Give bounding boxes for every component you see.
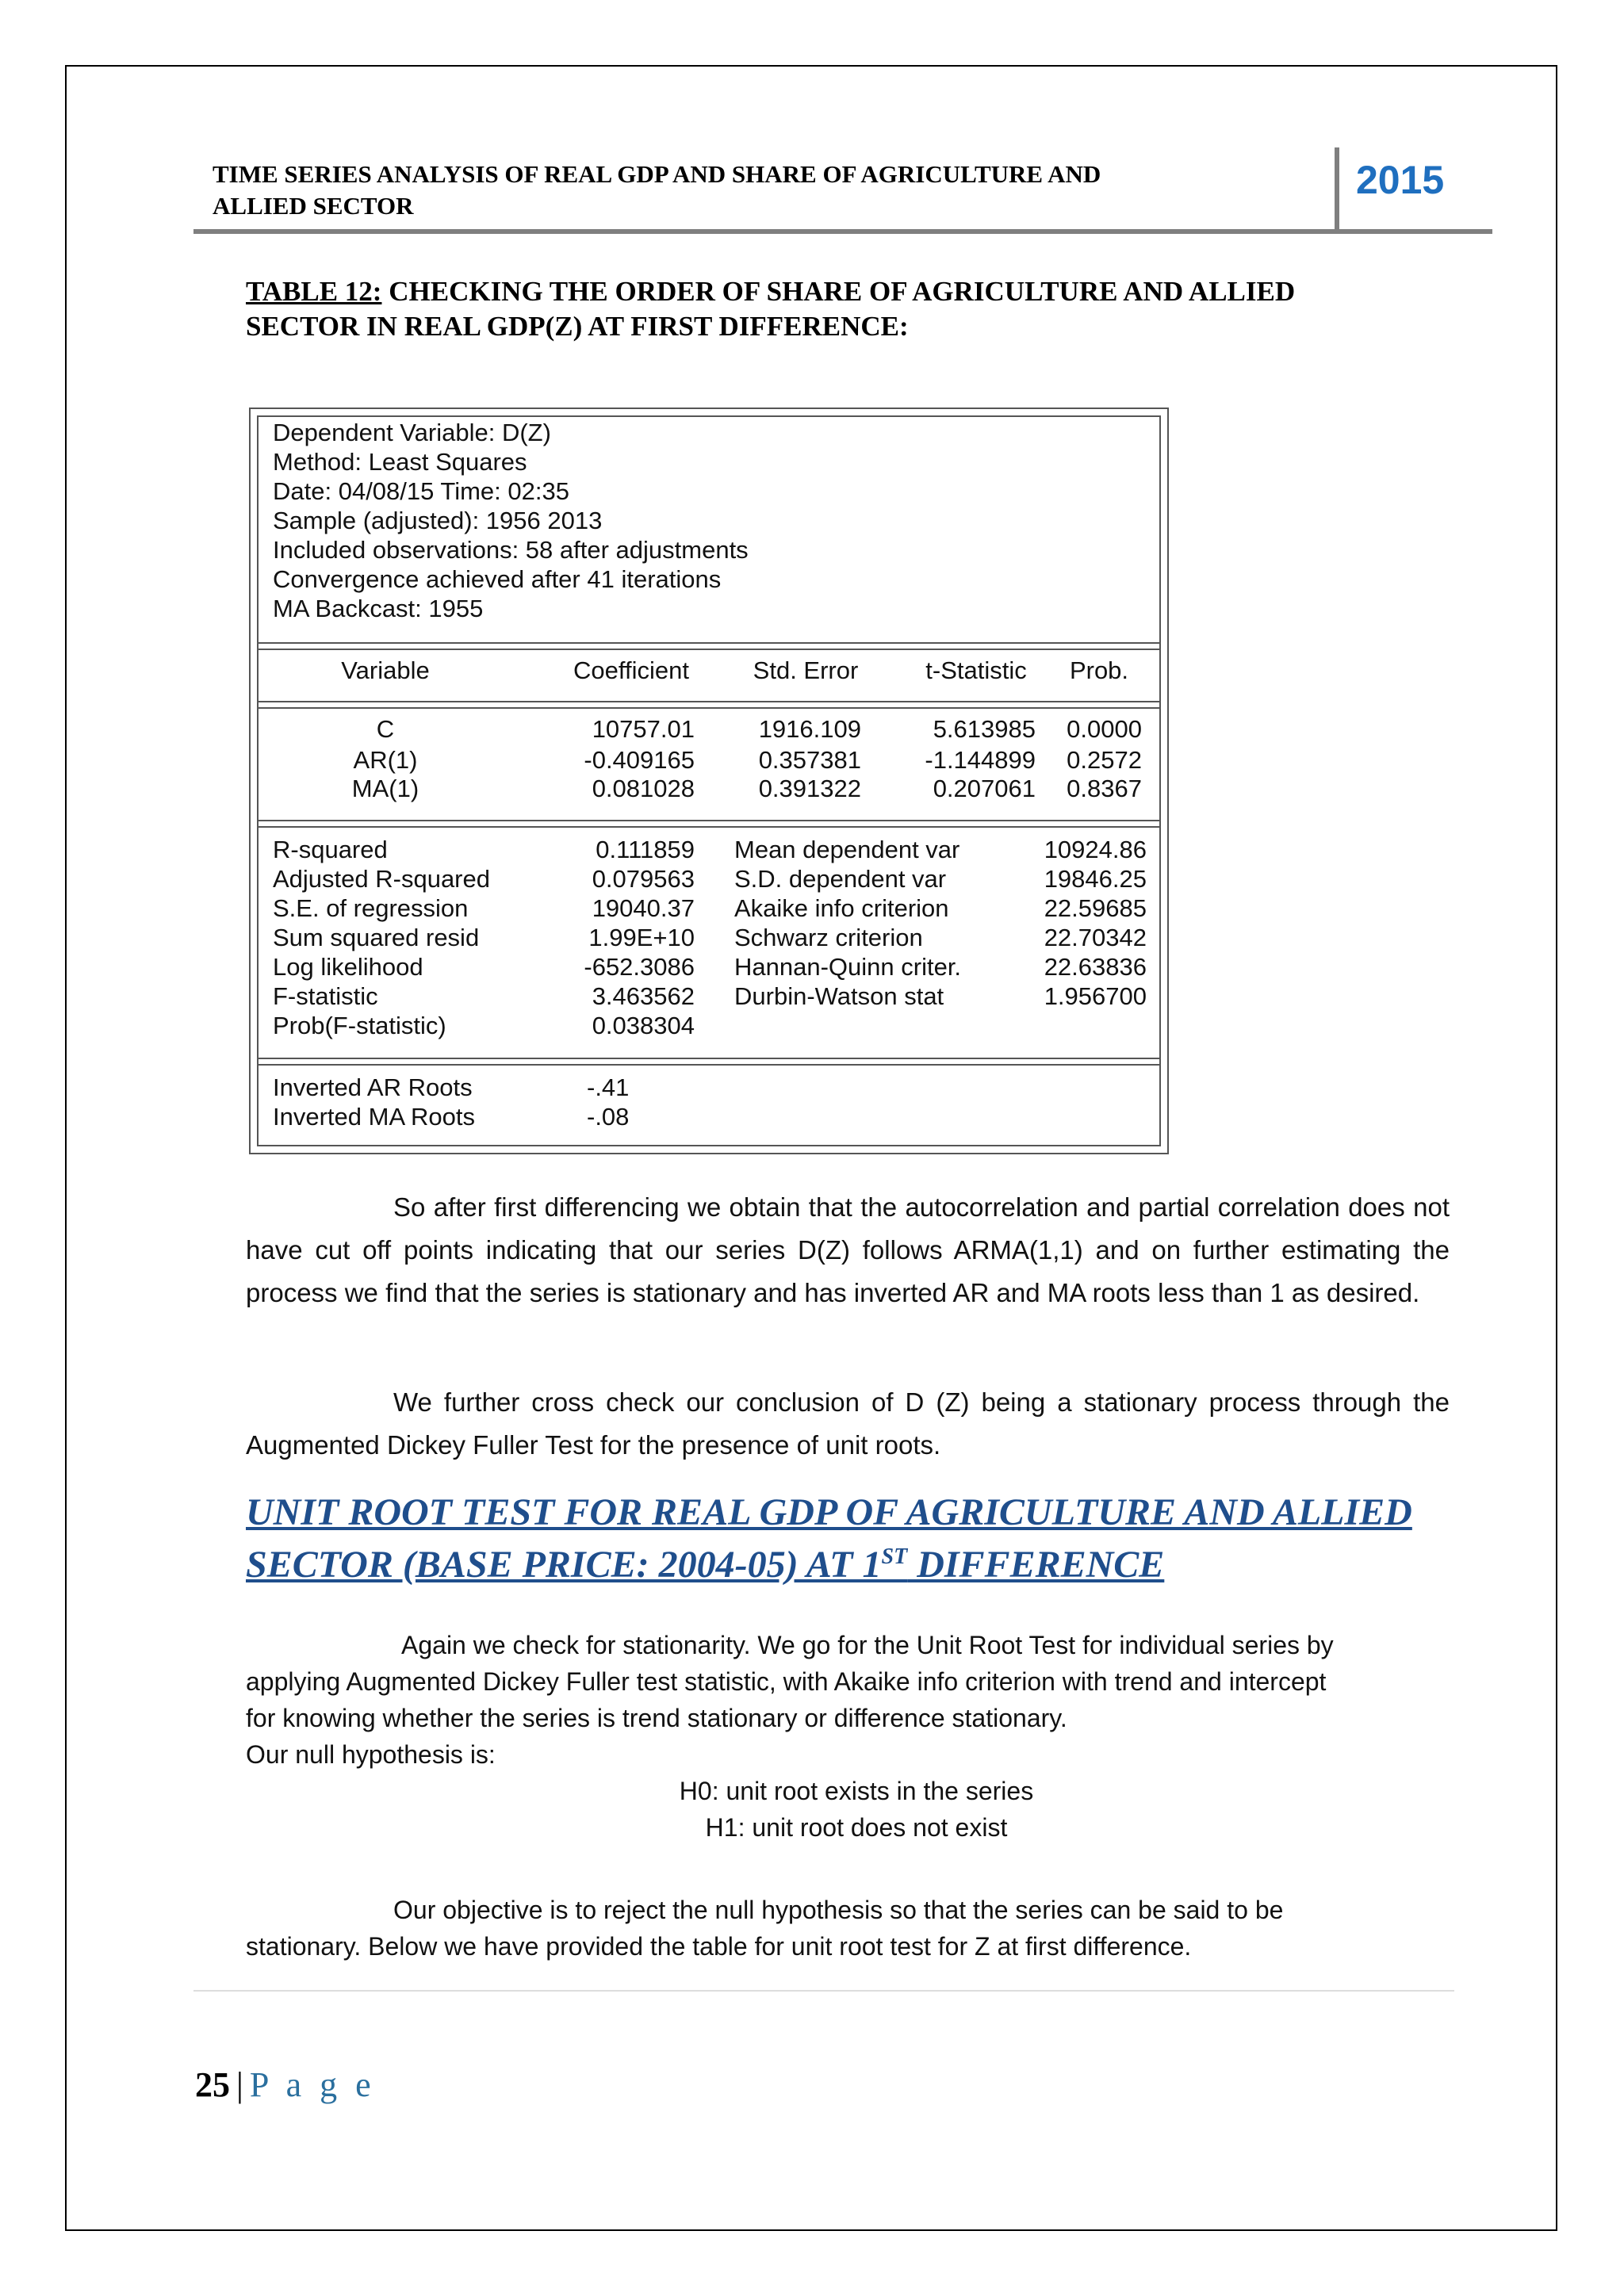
- table-title-text-2: SECTOR IN REAL GDP(Z) AT FIRST DIFFERENCE:: [246, 311, 909, 342]
- meta-line: MA Backcast: 1955: [273, 595, 484, 622]
- table-rule: [257, 1064, 1161, 1066]
- cell-coefficient: -0.409165: [584, 746, 695, 774]
- paragraph-1: [246, 1186, 1450, 1314]
- stat-label-left: R-squared: [273, 836, 388, 863]
- paragraph-4: [246, 1892, 1467, 1965]
- section-heading-superscript: ST: [881, 1544, 908, 1569]
- paragraph-3: [246, 1627, 1467, 1773]
- stat-label-left: F-statistic: [273, 982, 378, 1010]
- stat-value-left: 0.038304: [592, 1012, 695, 1039]
- table-rule: [257, 707, 1161, 709]
- column-header-std-error: Std. Error: [753, 656, 859, 684]
- cell-std-error: 0.357381: [758, 746, 861, 774]
- stat-value-right: 22.59685: [1044, 894, 1147, 922]
- stat-value-left: 19040.37: [592, 894, 695, 922]
- paragraph-3-line1: Again we check for stationarity. We go for the Unit Root Test for individual series by: [401, 1631, 1334, 1659]
- table-title-text-1: CHECKING THE ORDER OF SHARE OF AGRICULTURE AND ALLIED: [381, 276, 1296, 307]
- root-value: -.08: [587, 1103, 630, 1131]
- section-heading-line1: UNIT ROOT TEST FOR REAL GDP OF AGRICULTURE AND ALLIED: [246, 1491, 1412, 1533]
- stat-value-right: 22.70342: [1044, 924, 1147, 951]
- root-label: Inverted MA Roots: [273, 1103, 476, 1131]
- stat-label-left: S.E. of regression: [273, 894, 469, 922]
- paragraph-4-line1: Our objective is to reject the null hypothesis so that the series can be said to be: [393, 1896, 1284, 1924]
- stat-value-left: 1.99E+10: [588, 924, 695, 951]
- hypothesis-h1: H1: unit root does not exist: [705, 1813, 1008, 1842]
- column-header-prob: Prob.: [1069, 656, 1129, 684]
- stat-label-right: S.D. dependent var: [734, 865, 947, 893]
- stat-value-right: 1.956700: [1044, 982, 1147, 1010]
- cell-variable: C: [376, 715, 395, 743]
- table-rule: [257, 649, 1161, 650]
- paragraph-3-line3: for knowing whether the series is trend stationary or difference stationary.: [246, 1704, 1067, 1732]
- table-rule: [257, 820, 1161, 821]
- paragraph-2: [246, 1381, 1450, 1467]
- cell-t-statistic: 5.613985: [933, 715, 1036, 743]
- cell-variable: AR(1): [353, 746, 418, 774]
- cell-prob: 0.8367: [1067, 775, 1142, 802]
- stat-label-right: Schwarz criterion: [734, 924, 923, 951]
- root-value: -.41: [587, 1073, 630, 1101]
- stat-value-right: 10924.86: [1044, 836, 1147, 863]
- page-number: 25: [195, 2065, 230, 2104]
- cell-std-error: 1916.109: [758, 715, 861, 743]
- cell-variable: MA(1): [351, 775, 419, 802]
- footer-rule: [193, 1990, 1454, 1992]
- header-title: [213, 159, 1291, 222]
- paragraph-2-text: We further cross check our conclusion of D (Z) being a stationary process through the Augmented Dickey Fuller Test for the presence of unit roots.: [246, 1387, 1450, 1460]
- column-header-t-statistic: t-Statistic: [925, 656, 1027, 684]
- meta-line: Sample (adjusted): 1956 2013: [273, 507, 603, 534]
- meta-line: Dependent Variable: D(Z): [273, 419, 551, 446]
- table-title: [246, 274, 1435, 344]
- cell-coefficient: 0.081028: [592, 775, 695, 802]
- stat-label-left: Sum squared resid: [273, 924, 480, 951]
- cell-prob: 0.0000: [1067, 715, 1142, 743]
- root-label: Inverted AR Roots: [273, 1073, 473, 1101]
- paragraph-3-line4: Our null hypothesis is:: [246, 1740, 496, 1769]
- stat-label-left: Log likelihood: [273, 953, 423, 981]
- stat-label-right: Akaike info criterion: [734, 894, 949, 922]
- stat-label-right: Mean dependent var: [734, 836, 960, 863]
- header-year: 2015: [1356, 158, 1445, 202]
- column-header-variable: Variable: [341, 656, 430, 684]
- hypothesis-h0: H0: unit root exists in the series: [679, 1777, 1034, 1805]
- stat-label-left: Adjusted R-squared: [273, 865, 490, 893]
- cell-t-statistic: -1.144899: [925, 746, 1036, 774]
- footer-separator: |: [236, 2065, 243, 2104]
- meta-line: Convergence achieved after 41 iterations: [273, 565, 722, 593]
- cell-t-statistic: 0.207061: [933, 775, 1036, 802]
- header-title-line1: TIME SERIES ANALYSIS OF REAL GDP AND SHARE OF AGRICULTURE AND: [213, 160, 1101, 188]
- stat-value-left: 3.463562: [592, 982, 695, 1010]
- stat-label-left: Prob(F-statistic): [273, 1012, 446, 1039]
- stat-value-left: -652.3086: [584, 953, 695, 981]
- stat-value-left: 0.079563: [592, 865, 695, 893]
- cell-prob: 0.2572: [1067, 746, 1142, 774]
- section-heading-line2: [246, 1535, 1483, 1587]
- column-header-coefficient: Coefficient: [573, 656, 689, 684]
- page-label: P a g e: [249, 2065, 376, 2104]
- table-rule: [257, 642, 1161, 644]
- header-title-line2: ALLIED SECTOR: [213, 192, 414, 220]
- section-heading: [246, 1490, 1483, 1587]
- table-rule: [257, 1058, 1161, 1059]
- stat-value-right: 19846.25: [1044, 865, 1147, 893]
- paragraph-4-line2: stationary. Below we have provided the table for unit root test for Z at first difference.: [246, 1932, 1192, 1961]
- stat-label-right: Durbin-Watson stat: [734, 982, 944, 1010]
- cell-coefficient: 10757.01: [592, 715, 695, 743]
- table-rule: [257, 826, 1161, 828]
- paragraph-1-text: So after first differencing we obtain that the autocorrelation and partial correlation does not have cut off points indicating that our series D(Z) follows ARMA(1,1) and on further estimating the process we find that the series is stationary and has inverted AR and MA roots less than 1 as desired.: [246, 1192, 1450, 1307]
- meta-line: Included observations: 58 after adjustments: [273, 536, 749, 564]
- meta-line: Method: Least Squares: [273, 448, 527, 476]
- section-heading-line2-a: SECTOR (BASE PRICE: 2004-05) AT 1: [246, 1544, 882, 1586]
- cell-std-error: 0.391322: [758, 775, 861, 802]
- meta-line: Date: 04/08/15 Time: 02:35: [273, 477, 569, 505]
- stat-label-right: Hannan-Quinn criter.: [734, 953, 962, 981]
- page-footer: [195, 2064, 376, 2105]
- section-heading-line2-b: DIFFERENCE: [907, 1544, 1165, 1586]
- header-divider: [1335, 147, 1339, 232]
- table-rule: [257, 701, 1161, 702]
- regression-output-table: [249, 408, 1169, 1154]
- stat-value-right: 22.63836: [1044, 953, 1147, 981]
- paragraph-3-line2: applying Augmented Dickey Fuller test statistic, with Akaike info criterion with trend and intercept: [246, 1667, 1327, 1696]
- stat-value-left: 0.111859: [596, 836, 695, 863]
- table-title-label: TABLE 12:: [246, 276, 382, 307]
- header-rule: [193, 229, 1492, 234]
